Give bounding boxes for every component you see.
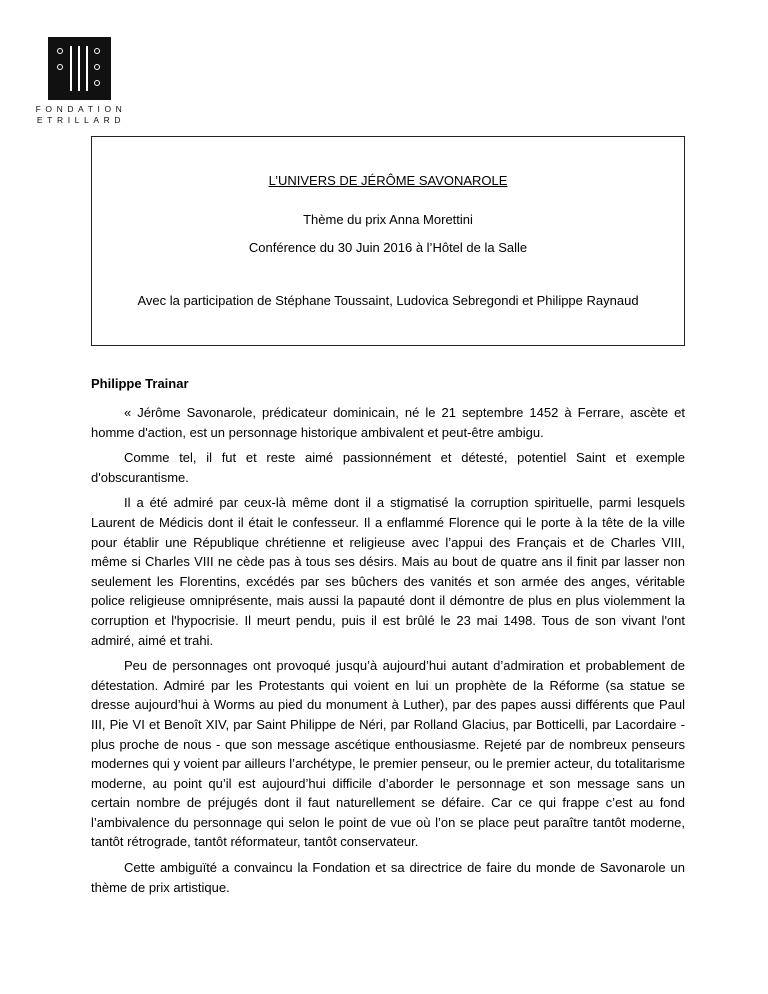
foundation-logo-icon [48, 37, 111, 100]
document-title: L’UNIVERS DE JÉRÔME SAVONAROLE [268, 173, 508, 188]
paragraph: Cette ambiguïté a convaincu la Fondation et sa directrice de faire du monde de Savonarole un thème de prix artistique. [91, 860, 685, 895]
speaker-name: Philippe Trainar [91, 376, 189, 391]
paragraph: Peu de personnages ont provoqué jusqu’à aujourd’hui autant d’admiration et probablement de détestation. Admiré par les Protestants qui voient en lui un prophète de la Réforme (sa statue se dresse aujourd’hui à Worms au pied du monument à Luther), par des papes aussi différents que Paul III, Pie VI et Benoît XIV, par Saint Philippe de Néri, par Rolland Glacius, par Botticelli, par Lacordaire - plus proche de nous - que son message ascétique enthousiasme. Rejeté par de nombreux penseurs modernes qui y voient par ailleurs l’archétype, le premier penseur, ou le premier acteur, du totalitarisme moderne, au point qu’il est aujourd’hui difficile d’aborder le personnage et son message sans un certain nombre de préjugés dont il faut naturellement se défaire. Car ce qui frappe c’est au fond l’ambivalence du personnage qui selon le point de vue où l’on se place peut paraître tantôt moderne, tantôt rétrograde, tantôt réformateur, tantôt conservateur. [91, 658, 685, 850]
paragraph: Il a été admiré par ceux-là même dont il a stigmatisé la corruption spirituelle, parmi lesquels Laurent de Médicis dont il était le confesseur. Il a enflammé Florence qui le porte à la tête de la ville pour établir une République chrétienne et religieuse avec l’appui des Français et de Charles VIII, même si Charles VIII ne cède pas à tous ses désirs. Mais au bout de quatre ans il finit par lasser non seulement les Florentins, excédés par ses bûchers des vanités et son armée des anges, véritable police religieuse omniprésente, mais aussi la papauté dont il démontre de plus en plus violemment la corruption et l'hypocrisie. Il meurt pendu, puis il est brûlé le 23 mai 1498. Tous de son vivant l'ont admiré, aimé et trahi. [91, 495, 685, 648]
logo-text-line1: FONDATION [35, 104, 127, 114]
participants-line: Avec la participation de Stéphane Toussaint, Ludovica Sebregondi et Philippe Raynaud [137, 293, 639, 308]
body-text [91, 403, 685, 903]
conference-date: Conférence du 30 Juin 2016 à l’Hôtel de la Salle [248, 240, 528, 255]
paragraph: « Jérôme Savonarole, prédicateur dominicain, né le 21 septembre 1452 à Ferrare, ascète et homme d'action, est un personnage historique ambivalent et peut-être ambigu. [91, 405, 685, 440]
paragraph: Comme tel, il fut et reste aimé passionnément et détesté, potentiel Saint et exemple d'obscurantisme. [91, 450, 685, 485]
header-box [91, 136, 685, 346]
prize-theme: Thème du prix Anna Morettini [303, 212, 473, 227]
logo-text-line2: ETRILLARD [36, 115, 126, 125]
